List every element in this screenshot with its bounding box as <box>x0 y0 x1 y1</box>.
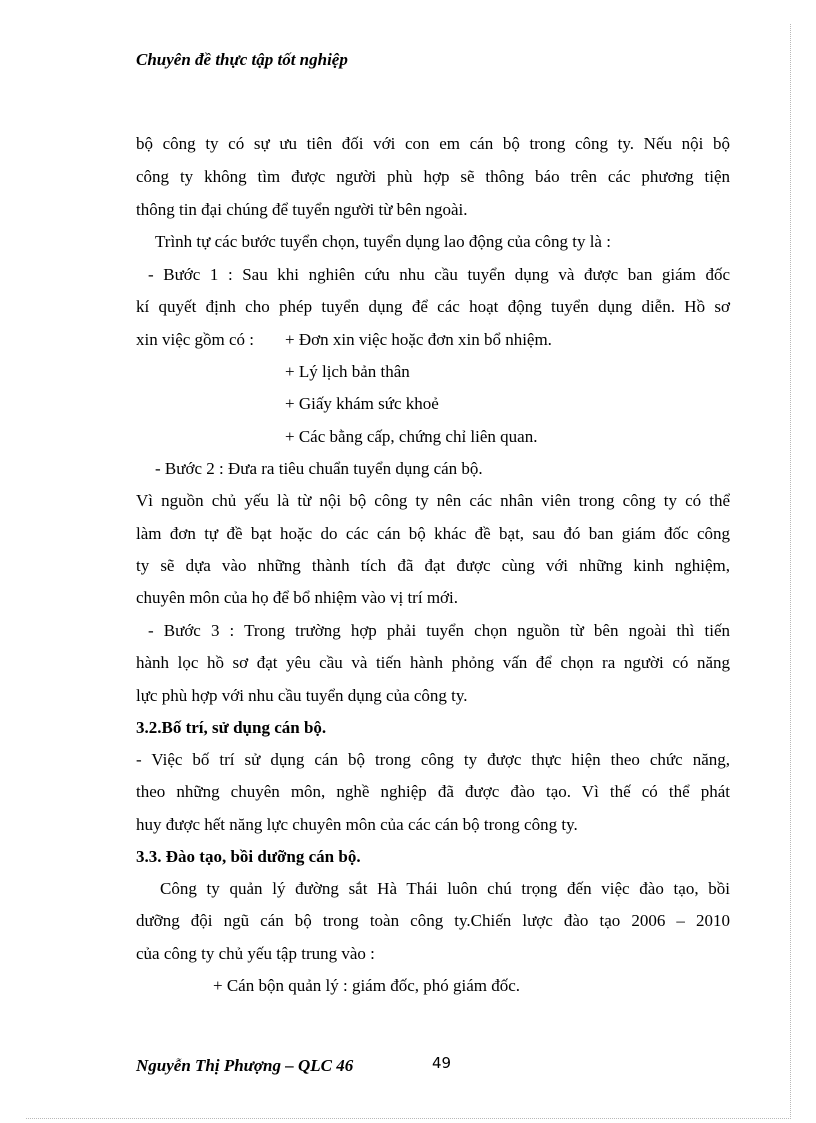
text-line: Trình tự các bước tuyển chọn, tuyển dụng lao động của công ty là : <box>155 232 611 251</box>
text-line: xin việc gồm có : <box>136 330 255 349</box>
list-item: + Các bằng cấp, chứng chỉ liên quan. <box>285 427 538 446</box>
list-item: + Đơn xin việc hoặc đơn xin bổ nhiệm. <box>285 330 552 349</box>
text-line: - Bước 1 : Sau khi nghiên cứu nhu cầu tuyển dụng và được ban giám đốc <box>148 265 730 284</box>
text-line: - Việc bố trí sử dụng cán bộ trong công ty được thực hiện theo chức năng, <box>136 750 730 769</box>
text-line: lực phù hợp với nhu cầu tuyển dụng của công ty. <box>136 686 468 705</box>
text-line: huy được hết năng lực chuyên môn của các cán bộ trong công ty. <box>136 815 578 834</box>
text-line: - Bước 3 : Trong trường hợp phải tuyển chọn nguồn từ bên ngoài thì tiến <box>148 621 730 640</box>
page-number: 49 <box>432 1054 452 1072</box>
list-item: + Giấy khám sức khoẻ <box>285 394 439 413</box>
text-line: theo những chuyên môn, nghề nghiệp đã được đào tạo. Vì thế có thể phát <box>136 782 730 801</box>
list-item: + Cán bộn quản lý : giám đốc, phó giám đốc. <box>213 976 521 995</box>
text-line: kí quyết định cho phép tuyển dụng để các hoạt động tuyển dụng diễn. Hồ sơ <box>136 297 730 316</box>
text-line: - Bước 2 : Đưa ra tiêu chuẩn tuyển dụng cán bộ. <box>155 459 483 478</box>
text-line: thông tin đại chúng để tuyển người từ bên ngoài. <box>136 200 468 219</box>
list-item: + Lý lịch bản thân <box>285 362 410 381</box>
text-line: ty sẽ dựa vào những thành tích đã đạt được cùng với những kinh nghiệm, <box>136 556 730 575</box>
text-line: hành lọc hồ sơ đạt yêu cầu và tiến hành phỏng vấn để chọn ra người có năng <box>136 653 730 672</box>
text-line: Vì nguồn chủ yếu là từ nội bộ công ty nên các nhân viên trong công ty có thể <box>136 491 730 510</box>
section-heading: 3.3. Đào tạo, bồi dưỡng cán bộ. <box>136 847 361 866</box>
section-heading: 3.2.Bố trí, sử dụng cán bộ. <box>136 718 327 737</box>
text-line: Công ty quản lý đường sắt Hà Thái luôn chú trọng đến việc đào tạo, bồi <box>160 879 730 898</box>
running-header: Chuyên đề thực tập tốt nghiệp <box>136 50 348 69</box>
text-line: dưỡng đội ngũ cán bộ trong toàn công ty.Chiến lược đào tạo 2006 – 2010 <box>136 911 730 930</box>
text-line: làm đơn tự đề bạt hoặc do các cán bộ khác đề bạt, sau đó ban giám đốc công <box>136 524 730 543</box>
text-line: bộ công ty có sự ưu tiên đối với con em cán bộ trong công ty. Nếu nội bộ <box>136 134 730 153</box>
text-line: công ty không tìm được người phù hợp sẽ thông báo trên các phương tiện <box>136 167 730 186</box>
footer-author: Nguyễn Thị Phượng – QLC 46 <box>136 1056 354 1075</box>
text-line: chuyên môn của họ để bổ nhiệm vào vị trí mới. <box>136 588 459 607</box>
text-line: của công ty chủ yếu tập trung vào : <box>136 944 375 963</box>
